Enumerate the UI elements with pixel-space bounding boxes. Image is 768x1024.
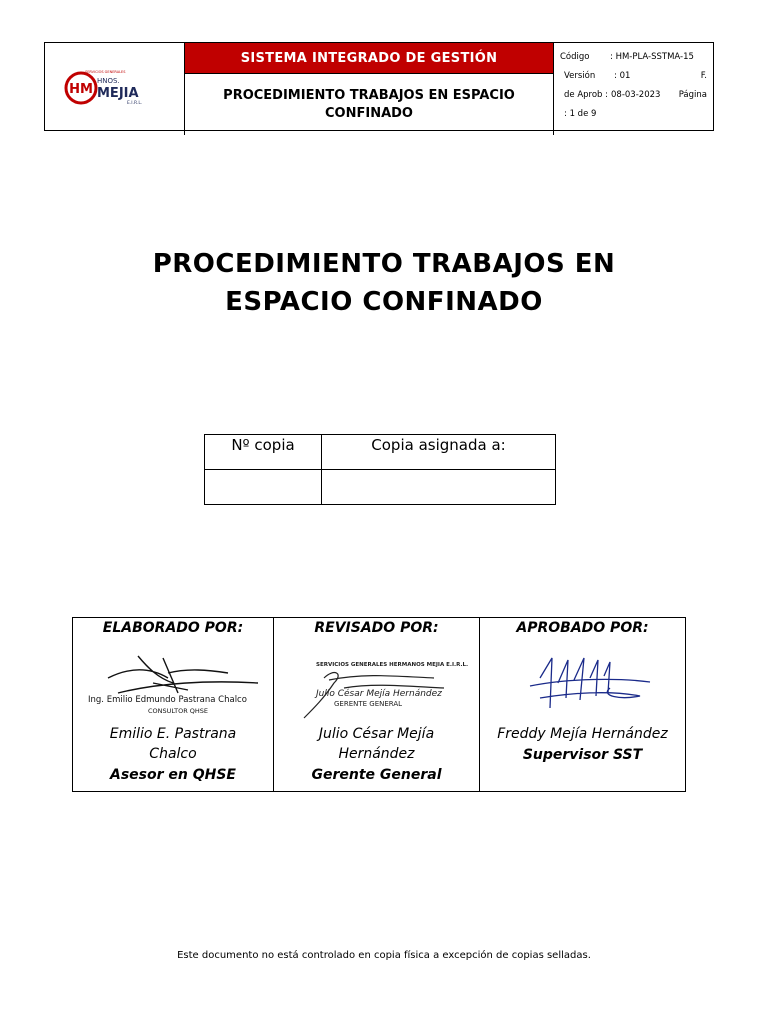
revisado-name-2: Hernández bbox=[338, 746, 415, 762]
document-title bbox=[0, 245, 768, 321]
version-value: : 01 bbox=[614, 70, 631, 81]
svg-text:SERVICIOS GENERALES HERMANOS M: SERVICIOS GENERALES HERMANOS MEJIA E.I.R.L. bbox=[316, 662, 469, 668]
version-label: Versión bbox=[564, 70, 596, 81]
footer-note: Este documento no está controlado en copia física a excepción de copias selladas. bbox=[177, 950, 591, 961]
signature-block-revisado bbox=[274, 618, 480, 792]
signature-block-elaborado bbox=[73, 618, 274, 792]
copy-assigned-header: Copia asignada a: bbox=[322, 435, 556, 470]
svg-text:GERENTE GENERAL: GERENTE GENERAL bbox=[334, 700, 403, 708]
svg-text:Ing. Emilio Edmundo Pastrana C: Ing. Emilio Edmundo Pastrana Chalco bbox=[88, 695, 247, 705]
signature-block-aprobado bbox=[480, 618, 686, 792]
signature-table bbox=[72, 617, 686, 792]
svg-text:SERVICIOS GENERALES: SERVICIOS GENERALES bbox=[85, 70, 126, 74]
codigo-value: : HM-PLA-SSTMA-15 bbox=[610, 51, 694, 62]
title-line-2: ESPACIO CONFINADO bbox=[225, 287, 543, 317]
elaborado-name-2: Chalco bbox=[149, 746, 197, 762]
signature-image-revisado bbox=[274, 638, 479, 724]
revisado-role: Gerente General bbox=[311, 767, 442, 783]
elaborado-name-1: Emilio E. Pastrana bbox=[109, 726, 237, 742]
svg-text:CONSULTOR QHSE: CONSULTOR QHSE bbox=[148, 707, 209, 715]
signature-image-aprobado bbox=[480, 638, 685, 724]
svg-text:E.I.R.L.: E.I.R.L. bbox=[127, 101, 143, 106]
signature-image-elaborado bbox=[73, 638, 273, 724]
system-title: SISTEMA INTEGRADO DE GESTIÓN bbox=[185, 43, 553, 74]
codigo-label: Código bbox=[560, 51, 590, 62]
copy-assigned-cell bbox=[322, 470, 556, 505]
procedure-title: PROCEDIMIENTO TRABAJOS EN ESPACIO CONFINADO bbox=[223, 87, 515, 121]
aprob-value: 08-03-2023 bbox=[611, 89, 661, 100]
copy-number-header: Nº copia bbox=[205, 435, 322, 470]
svg-text:MEJIA: MEJIA bbox=[97, 86, 139, 101]
title-line-1: PROCEDIMIENTO TRABAJOS EN bbox=[152, 249, 616, 279]
copy-table bbox=[204, 434, 556, 505]
aprobado-heading: APROBADO POR: bbox=[516, 620, 649, 636]
pagina-label: Página bbox=[678, 89, 707, 100]
svg-text:Julio César Mejía Hernández: Julio César Mejía Hernández bbox=[316, 689, 442, 699]
document-header bbox=[44, 42, 714, 131]
elaborado-heading: ELABORADO POR: bbox=[102, 620, 244, 636]
aprobado-name: Freddy Mejía Hernández bbox=[497, 726, 668, 742]
copy-number-cell bbox=[205, 470, 322, 505]
aprob-label: de Aprob : bbox=[564, 89, 609, 100]
revisado-heading: REVISADO POR: bbox=[314, 620, 439, 636]
svg-text:HNOS.: HNOS. bbox=[97, 77, 120, 85]
document-metadata bbox=[554, 43, 713, 135]
revisado-name-1: Julio César Mejía bbox=[318, 726, 435, 742]
svg-text:HM: HM bbox=[69, 82, 93, 97]
aprobado-role: Supervisor SST bbox=[522, 747, 643, 763]
hm-logo-icon bbox=[45, 43, 185, 131]
elaborado-role: Asesor en QHSE bbox=[110, 767, 236, 783]
company-logo bbox=[45, 43, 185, 135]
pagina-value: : 1 de 9 bbox=[564, 108, 597, 119]
f-label: F. bbox=[700, 70, 707, 81]
